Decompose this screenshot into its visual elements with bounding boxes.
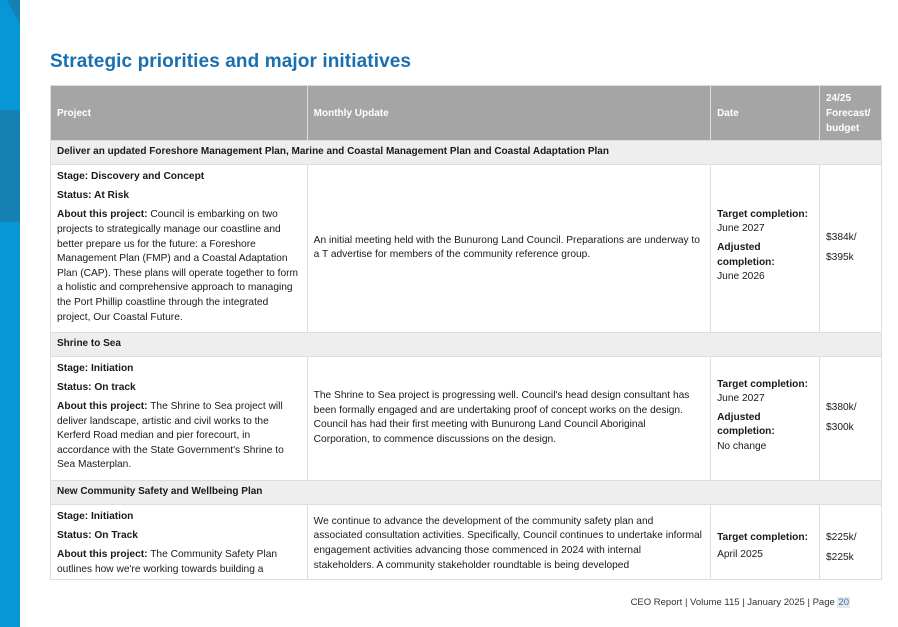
table-row: [51, 504, 882, 580]
project-cell: [51, 165, 308, 333]
target-completion-label: Target completion:: [717, 532, 808, 544]
forecast-value: $225k/: [825, 531, 857, 543]
project-status: Status: At Risk: [57, 190, 130, 202]
budget-cell: [819, 165, 881, 333]
initiatives-table: [50, 85, 882, 580]
budget-cell: [819, 356, 881, 480]
page-footer: [631, 597, 850, 608]
adjusted-completion-label: Adjusted completion:: [717, 242, 775, 268]
target-completion-label: Target completion:: [717, 208, 808, 220]
about-text: The Shrine to Sea project will deliver landscape, artistic and civil works to the Kerferd Road median and pier forecourt, in accordance with the State Government's Shrine to Sea Masterplan.: [57, 401, 284, 471]
about-text: Council is embarking on two projects to strategically manage our coastline and better prepare us for the future: a Foreshore Management Plan (FMP) and a Coastal Adaptation Plan (CAP). These plans will operate together to form a holistic and comprehensive approach to managing the Port Phillip coastline through the integrated project, Our Coastal Future.: [57, 209, 299, 323]
adjusted-completion-value: No change: [717, 441, 767, 453]
adjusted-completion-value: June 2026: [717, 271, 765, 283]
project-stage: Stage: Discovery and Concept: [57, 171, 205, 182]
page-number: 20: [838, 597, 849, 608]
date-cell: [711, 165, 820, 333]
about-label: About this project:: [57, 549, 148, 561]
project-cell: [51, 504, 308, 580]
section-heading: Deliver an updated Foreshore Management Plan, Marine and Coastal Management Plan and Coastal Adaptation Plan: [51, 141, 882, 165]
budget-value: $225k: [825, 551, 854, 563]
budget-value: $395k: [825, 252, 854, 264]
project-about: [57, 400, 301, 473]
target-completion-value: June 2027: [717, 393, 765, 405]
header-budget-line2: Forecast/: [825, 107, 871, 119]
section-heading: Shrine to Sea: [51, 332, 882, 356]
project-stage: Stage: Initiation: [57, 510, 134, 522]
target-completion-label: Target completion:: [717, 378, 808, 390]
header-budget-line3: budget: [825, 122, 860, 134]
budget-value: $300k: [825, 422, 854, 434]
forecast-value: $380k/: [825, 402, 857, 414]
project-stage: Stage: Initiation: [57, 362, 134, 374]
project-cell: [51, 356, 308, 480]
table-header-row: [51, 86, 882, 141]
sidebar-triangle-top: [7, 0, 20, 24]
sidebar-triangle-bottom: [0, 200, 20, 224]
monthly-update-cell: The Shrine to Sea project is progressing well. Council's head design consultant has been formally engaged and are undertaking proof of concept works on the design. Council has had their first meeting with Bunurong Land Council Aboriginal Corporation, to commence discussions on the design.: [307, 356, 710, 480]
about-label: About this project:: [57, 401, 148, 413]
project-about: [57, 548, 301, 577]
footer-text: CEO Report | Volume 115 | January 2025 | Page: [630, 597, 838, 608]
target-completion-value: June 2027: [717, 223, 765, 235]
date-cell: [711, 504, 820, 580]
header-project: Project: [51, 86, 308, 141]
section-heading-row: [51, 480, 882, 504]
about-label: About this project:: [57, 209, 148, 221]
budget-cell: [819, 504, 881, 580]
page-title: Strategic priorities and major initiatives: [50, 51, 412, 72]
header-budget-line1: 24/25: [825, 92, 852, 104]
project-about: [57, 208, 301, 325]
monthly-update-cell: We continue to advance the development of the community safety plan and associated consultation activities. Specifically, Council continues to undertake informal engagement activities advancing those commenced in 2024 with internal stakeholders. A community stakeholder roundtable is being developed: [307, 504, 710, 580]
sidebar-decoration: [0, 0, 20, 627]
table-row: [51, 165, 882, 333]
project-status: Status: On track: [57, 381, 136, 393]
section-heading-row: [51, 141, 882, 165]
date-cell: [711, 356, 820, 480]
project-status: Status: On Track: [57, 529, 138, 541]
table-row: [51, 356, 882, 480]
about-text: The Community Safety Plan outlines how we're working towards building a: [57, 549, 278, 575]
header-forecast-budget: [819, 86, 881, 141]
section-heading-row: [51, 332, 882, 356]
monthly-update-cell: An initial meeting held with the Bunurong Land Council. Preparations are underway to a T advertise for members of the community reference group.: [307, 165, 710, 333]
target-completion-value: April 2025: [717, 548, 763, 560]
adjusted-completion-label: Adjusted completion:: [717, 411, 775, 438]
header-monthly-update: Monthly Update: [307, 86, 710, 141]
header-date: Date: [711, 86, 820, 141]
forecast-value: $384k/: [825, 232, 857, 244]
section-heading: New Community Safety and Wellbeing Plan: [51, 480, 882, 504]
